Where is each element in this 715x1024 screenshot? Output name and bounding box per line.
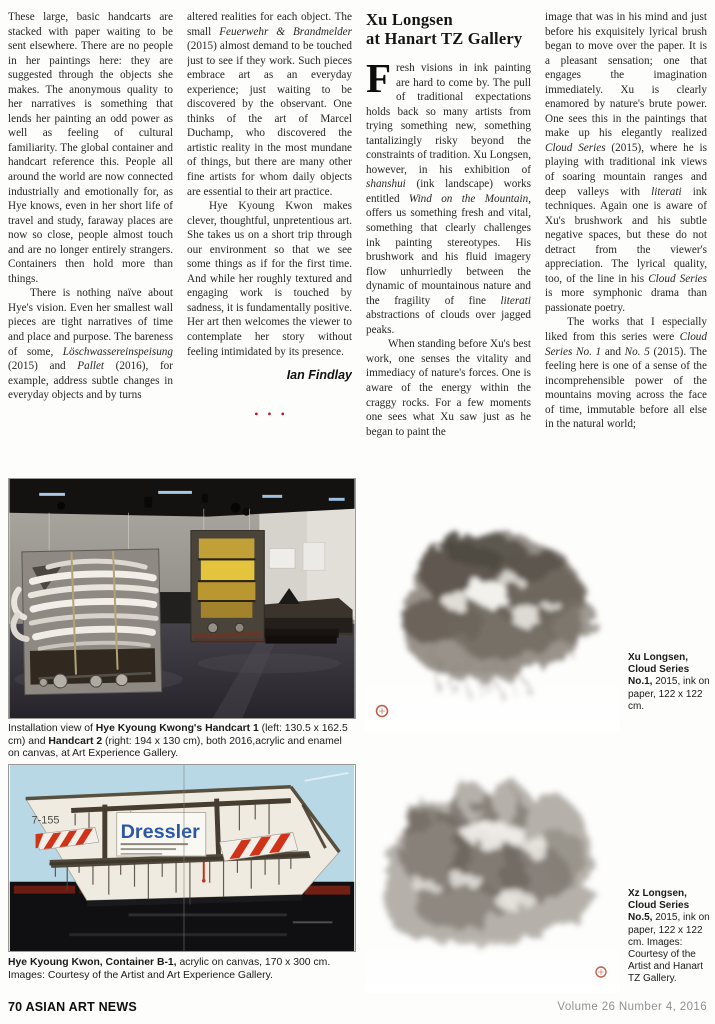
paragraph	[366, 55, 531, 337]
bold-text: Xz Longsen, Cloud Series No.5,	[628, 888, 690, 924]
handcart-2-painting	[191, 531, 264, 643]
text-run: 2015, ink on paper, 122 x 122 cm. Images: Courtesy of the Artist and Hanart TZ Gallery.	[628, 912, 710, 985]
caption-installation	[8, 723, 356, 761]
caption-container	[8, 957, 356, 982]
article-column-2	[187, 10, 352, 472]
text-run: These large, basic handcarts are stacked with paper waiting to be sent elsewhere. There are no people in her paintings here: they are suggested through the objects she makes. The anonymous quality to her narratives is something that lends her painting an odd power as well as feeling of cultural familiarity. The global container and handcart reference this. People all around the world are now connected industrially and emotionally for, as Hye knows, even in her short life of travel and study, faraway places are now so close, people almost touch and are no longer entirely strangers. Containers then hold more than things.	[8, 11, 173, 285]
text-run: ink techniques. Again one is aware of Xu's brushwork and his subtle negative spaces, but these do not detract from the viewer's appreciation. The lyrical quality, too, of the line in his	[545, 185, 707, 285]
bold-text: Xu Longsen, Cloud Series No.1,	[628, 652, 690, 688]
text-run: (left: 130.5 x 162.5 cm) and	[8, 723, 348, 747]
text-run: When standing before Xu's best work, one senses the vitality and immediacy of nature's forces. One is aware of the energy within the craggy rocks. For a few moments one sees what Xu saw just as he began to paint the	[366, 338, 531, 438]
text-run: (2015). The feeling here is one of a sense of the incomprehensible power of the mountains moving across the face of time, immutable before all else in the natural world;	[545, 345, 707, 431]
article-title	[366, 10, 531, 48]
italic-text: Wind on the Mountain	[408, 192, 529, 205]
text-run: 2015, ink on paper, 122 x 122 cm.	[628, 676, 710, 712]
section-divider-dots: •••	[254, 406, 294, 421]
italic-text: Pallet	[77, 360, 105, 373]
cloud-series-no5-painting	[365, 735, 620, 993]
article-title-line: at Hanart TZ Gallery	[366, 29, 523, 48]
container-b1-painting	[8, 764, 356, 952]
italic-text: shanshui	[366, 178, 406, 191]
caption-cloud-series-5	[628, 888, 715, 986]
text-run: altered realities for each object. The small	[187, 11, 352, 38]
article-column-3	[366, 6, 531, 468]
text-run: (2015) and	[8, 360, 78, 373]
text-run: , offers us something fresh and vital, something that clearly challenges ink painting stereotypes. His brushwork and his fluid imagery flow unhurriedly between the dynamic of mountainous nature and the fragility of fine	[366, 192, 531, 307]
text-run: and	[601, 345, 625, 358]
handcart-1-painting	[12, 549, 162, 695]
text-run: Hye Kyoung Kwon makes clever, thoughtful, unpretentious art. She takes us on a short trip through our environment so that we see some things as if for the first time. And while her roughly textured and engaging work is touched by sadness, it is fundamentally positive. Her art then welcomes the viewer to contemplate her story without feeling intimidated by its presence.	[187, 200, 352, 358]
caption-cloud-series-1	[628, 652, 712, 713]
author-byline: Ian Findlay	[286, 368, 352, 383]
paragraph	[366, 337, 531, 439]
text-run: (ink landscape) works entitled	[366, 178, 531, 205]
paragraph	[8, 286, 173, 402]
bold-text: Handcart 2	[48, 735, 103, 747]
article-title-line: Xu Longsen	[366, 10, 453, 29]
text-run: image that was in his mind and just before his exquisitely lyrical brush began to move over the paper. It is a pleasant sensation; one that engages the imagination immediately. Xu is clearly enamored by nature's brute power. One sees this in the paintings that make up his elegantly realized	[545, 11, 707, 140]
text-run: acrylic on canvas, 170 x 300 cm. Images: Courtesy of the Artist and Art Experience Gallery.	[8, 957, 331, 981]
text-run: is more symphonic drama than passionate poetry.	[545, 287, 707, 314]
dressler-sign	[117, 812, 206, 856]
paragraph	[187, 10, 352, 199]
paragraph	[545, 315, 707, 431]
text-run: abstractions of clouds over jagged peaks.	[366, 309, 531, 336]
italic-text: Cloud Series	[648, 272, 707, 285]
text-run: (2015) almost demand to be touched just to see if they work. Such pieces embrace art as an everyday experience; just waiting to be discovered by the observant. One thinks of the art of Marcel Duchamp, who discovered the artistic reality in the most mundane of things, but there are many other fine artists for whom daily objects are essential to their art practice.	[187, 40, 352, 198]
footer-volume-info: Volume 26 Number 4, 2016	[557, 1001, 707, 1013]
paragraph	[8, 10, 173, 286]
bold-text: Hye Kyoung Kwong's Handcart 1	[95, 723, 259, 734]
cloud-series-no1-painting	[365, 480, 620, 732]
italic-text: No. 5	[624, 345, 650, 358]
bold-text: Hye Kyoung Kwon, Container B-1,	[8, 957, 177, 968]
skip-number: 7-155	[31, 814, 60, 827]
gallery-ceiling	[9, 479, 354, 517]
italic-text: Cloud Series No. 1	[545, 331, 707, 358]
text-run: (2016), for example, address subtle changes in everyday objects and by turns	[8, 360, 173, 402]
text-run: resh visions in ink painting are hard to come by. The pull of traditional expectations holds back so many artists from trying something new, something tantalizingly risky beyond the constraints of tradition. Xu Longsen, however, in his exhibition of	[366, 62, 531, 176]
paragraph	[187, 199, 352, 359]
sign-text: Dressler	[120, 821, 200, 844]
paragraph	[545, 10, 707, 315]
ink-mountain	[385, 782, 594, 944]
italic-text: Cloud Series	[545, 141, 606, 154]
article-column-1	[8, 10, 173, 472]
italic-text: Feuerwehr & Brandmelder	[219, 25, 352, 38]
article-column-4	[545, 10, 707, 472]
text-run: (right: 194 x 130 cm), both 2016,acrylic and enamel on canvas, at Art Experience Gallery.	[8, 735, 342, 760]
text-run: The works that I especially liked from this series were	[545, 316, 707, 344]
footer-magazine-title: 70 ASIAN ART NEWS	[8, 1000, 137, 1014]
italic-text: literati	[651, 185, 682, 198]
installation-photo	[8, 478, 356, 719]
text-run: (2015), where he is playing with traditional ink views of soaring mountain ranges and deep valleys with	[545, 141, 707, 198]
italic-text: literati	[500, 294, 531, 307]
spotlight	[57, 502, 65, 510]
italic-text: Löschwassereinspeisung	[62, 345, 173, 358]
text-run: There is nothing naïve about Hye's vision. Even her smallest wall pieces are tight narratives of time and place and purpose. The bareness of some,	[8, 287, 173, 358]
drop-cap: F	[366, 55, 392, 101]
text-run: Installation view of	[8, 723, 96, 734]
